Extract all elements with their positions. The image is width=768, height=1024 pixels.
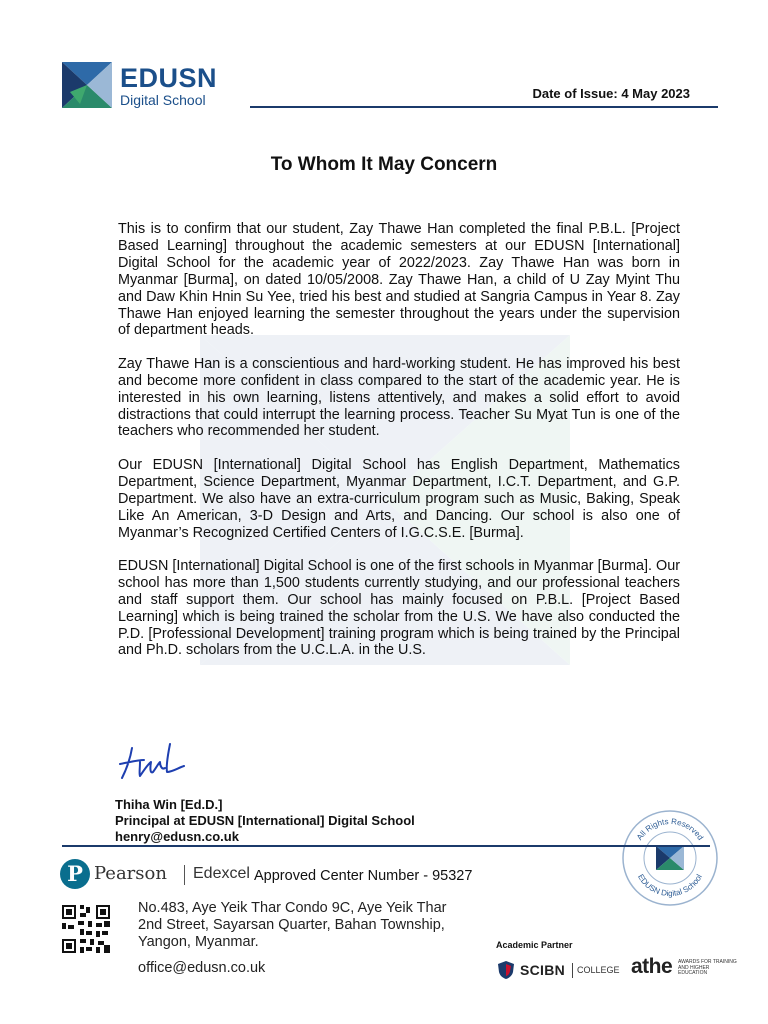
athe-tagline: AWARDS FOR TRAINING AND HIGHER EDUCATION xyxy=(678,959,737,976)
school-address xyxy=(138,900,447,951)
signer-name: Thiha Win [Ed.D.] xyxy=(115,797,223,812)
paragraph-1: This is to confirm that our student, Zay Thawe Han completed the final P.B.L. [Project Based Learning] throughout the academic semesters at our EDUSN [International] Digital School for the academic year of 2022/2023. Zay Thawe Han was born in Myanmar [Burma], on dated 10/05/2008. Zay Thawe Han, a child of U Zay Myint Thu and Daw Khin Hnin Su Yee, tried his best and studied at Sangria Campus in Year 8. Zay Thawe Han enjoyed learning the semester throughout the years under the supervision of department heads. xyxy=(118,221,680,339)
edexcel-name: Edexcel xyxy=(193,865,250,882)
svg-text:EDUSN Digital School xyxy=(636,873,704,898)
handwritten-signature xyxy=(118,738,186,784)
qr-code-icon xyxy=(62,905,110,953)
logo-subtitle: Digital School xyxy=(120,92,206,108)
logo-divider xyxy=(572,963,573,978)
signer-position: Principal at EDUSN [International] Digital School xyxy=(115,813,415,828)
school-seal xyxy=(620,808,720,908)
approved-center-number: Approved Center Number - 95327 xyxy=(254,868,473,884)
office-email: office@edusn.co.uk xyxy=(138,960,266,976)
seal-bottom-text: EDUSN Digital School xyxy=(636,872,704,899)
logo-divider xyxy=(184,865,185,885)
paragraph-4: EDUSN [International] Digital School is one of the first schools in Myanmar [Burma]. Our school has more than 1,500 students currently studying, and our professional teachers and staff support them. Our school has mainly focused on P.B.L. [Project Based Learning] which is being trained the scholar from the U.S. We have also conducted the P.D. [Professional Development] training program which is being trained by the Principal and Ph.D. scholars from the U.C.L.A. in the U.S. xyxy=(118,557,680,659)
letter-title: To Whom It May Concern xyxy=(270,154,498,175)
scibn-name: SCIBN xyxy=(520,962,566,978)
address-line: No.483, Aye Yeik Thar Condo 9C, Aye Yeik Thar xyxy=(138,900,447,916)
academic-partner-label: Academic Partner xyxy=(496,940,573,950)
athe-name: athe xyxy=(631,955,673,978)
date-of-issue: Date of Issue: 4 May 2023 xyxy=(532,86,690,101)
edusn-logo-icon xyxy=(62,62,112,108)
logo-name: EDUSN xyxy=(120,63,218,93)
signer-block xyxy=(115,797,415,845)
paragraph-2: Zay Thawe Han is a conscientious and hard-working student. He has improved his best and become more confident in class compared to the start of the academic year. He is interested in his own learning, listens attentively, and makes a solid effort to avoid distractions that could interrupt the learning process. Teacher Su Myat Tun is one of the teachers who recommended her student. xyxy=(118,355,680,440)
address-line: 2nd Street, Sayarsan Quarter, Bahan Township, xyxy=(138,917,445,933)
scibn-college-label: COLLEGE xyxy=(577,965,620,975)
address-line: Yangon, Myanmar. xyxy=(138,934,259,950)
signer-email: henry@edusn.co.uk xyxy=(115,829,239,844)
paragraph-3: Our EDUSN [International] Digital School has English Department, Mathematics Department, Science Department, Myanmar Department, I.C.T. Department, and G.P. Department. We also have an extra-curriculum program such as Music, Baking, Speak Like An American, 3-D Design and Arts, and Dancing. Our school is also one of Myanmar’s Recognized Certified Centers of I.G.C.S.E. [Burma]. xyxy=(118,456,680,541)
pearson-icon: P xyxy=(60,859,90,889)
footer-divider xyxy=(62,845,710,847)
svg-text:All Rights Reserved xyxy=(635,817,705,842)
letter-body xyxy=(118,221,680,676)
seal-top-text: All Rights Reserved xyxy=(634,816,706,842)
scibn-shield-icon xyxy=(496,960,516,980)
header-divider xyxy=(250,106,718,108)
pearson-name: Pearson xyxy=(94,863,167,884)
